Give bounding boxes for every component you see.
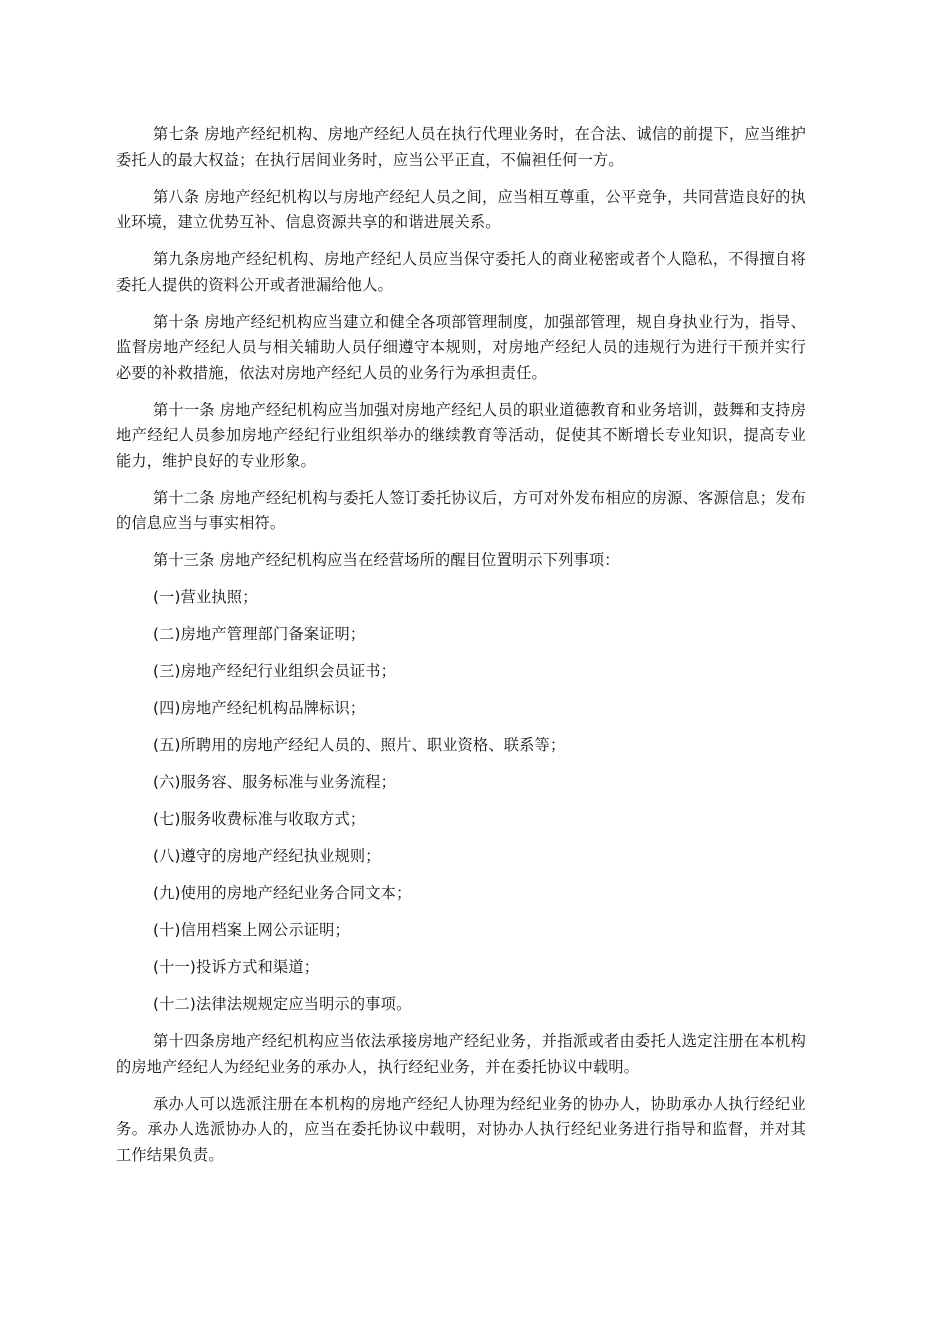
assistant-paragraph: 承办人可以选派注册在本机构的房地产经纪人协理为经纪业务的协办人，协助承办人执行经纪业务。承办人选派协办人的，应当在委托协议中载明，对协办人执行经纪业务进行指导和监督，并对其工作结果负责。 (116, 1094, 806, 1164)
article-8: 第八条 房地产经纪机构以与房地产经纪人员之间，应当相互尊重，公平竞争，共同营造良好的执业环境，建立优势互补、信息资源共享的和谐进展关系。 (116, 187, 806, 231)
article-7: 第七条 房地产经纪机构、房地产经纪人员在执行代理业务时，在合法、诚信的前提下，应当维护委托人的最大权益；在执行居间业务时，应当公平正直，不偏袒任何一方。 (116, 125, 806, 169)
list-item: (二)房地产管理部门备案证明； (153, 625, 366, 643)
article-11: 第十一条 房地产经纪机构应当加强对房地产经纪人员的职业道德教育和业务培训，鼓舞和支持房地产经纪人员参加房地产经纪行业组织举办的继续教育等活动，促使其不断增长专业知识，提高专业能力，维护良好的专业形象。 (116, 400, 806, 470)
list-item: (十一)投诉方式和渠道； (153, 958, 320, 976)
list-item: (三)房地产经纪行业组织会员证书； (153, 662, 397, 680)
article-13: 第十三条 房地产经纪机构应当在经营场所的醒目位置明示下列事项： (153, 551, 620, 569)
disclosure-list (116, 585, 806, 1018)
list-item: (十)信用档案上网公示证明； (153, 921, 350, 939)
list-item: (五)所聘用的房地产经纪人员的、照片、职业资格、联系等； (153, 736, 566, 754)
list-item: (七)服务收费标准与收取方式； (153, 810, 366, 828)
article-14: 第十四条房地产经纪机构应当依法承接房地产经纪业务，并指派或者由委托人选定注册在本机构的房地产经纪人为经纪业务的承办人，执行经纪业务，并在委托协议中载明。 (116, 1032, 806, 1076)
list-item: (一)营业执照； (153, 588, 258, 606)
article-12: 第十二条 房地产经纪机构与委托人签订委托协议后，方可对外发布相应的房源、客源信息；发布的信息应当与事实相符。 (116, 488, 806, 532)
list-item: (九)使用的房地产经纪业务合同文本； (153, 884, 412, 902)
article-9: 第九条房地产经纪机构、房地产经纪人员应当保守委托人的商业秘密或者个人隐私，不得擅自将委托人提供的资料公开或者泄漏给他人。 (116, 250, 806, 294)
document-page (116, 122, 806, 1180)
list-item: (十二)法律法规规定应当明示的事项。 (153, 995, 412, 1013)
list-item: (八)遵守的房地产经纪执业规则； (153, 847, 381, 865)
article-10: 第十条 房地产经纪机构应当建立和健全各项部管理制度，加强部管理，规自身执业行为，指导、监督房地产经纪人员与相关辅助人员仔细遵守本规则，对房地产经纪人员的违规行为进行干预并实行必要的补救措施，依法对房地产经纪人员的业务行为承担责任。 (116, 312, 806, 382)
list-item: (六)服务容、服务标准与业务流程； (153, 773, 397, 791)
list-item: (四)房地产经纪机构品牌标识； (153, 699, 366, 717)
